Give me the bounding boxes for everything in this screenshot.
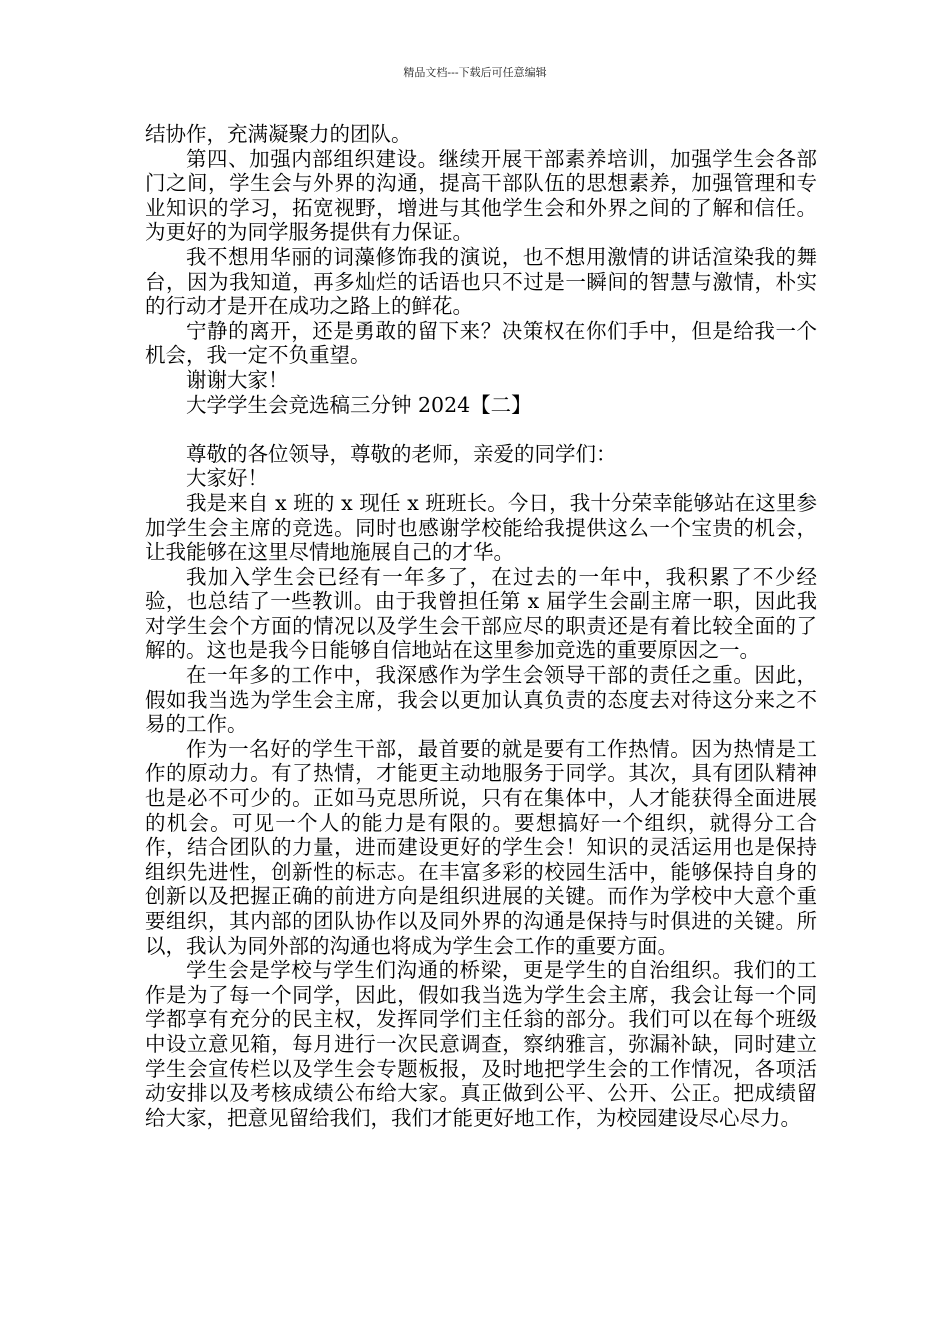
paragraph: 第四、加强内部组织建设。继续开展干部素养培训，加强学生会各部门之间，学生会与外界的沟通，提高干部队伍的思想素养，加强管理和专业知识的学习，拓宽视野，增进与其他学生会和外界之间的了解和信任。为更好的为同学服务提供有力保证。 — [145, 146, 817, 245]
paragraph: 我不想用华丽的词藻修饰我的演说，也不想用激情的讲话渲染我的舞台，因为我知道，再多灿烂的话语也只不过是一瞬间的智慧与激情，朴实的行动才是开在成功之路上的鲜花。 — [145, 244, 817, 319]
page-header: 精品文档---下载后可任意编辑 — [403, 66, 547, 79]
paragraph: 大学学生会竞选稿三分钟 2024【二】 — [186, 392, 532, 417]
paragraph: 谢谢大家！ — [186, 367, 289, 392]
paragraph: 尊敬的各位领导，尊敬的老师，亲爱的同学们： — [186, 441, 617, 466]
paragraph: 大家好！ — [186, 466, 268, 491]
paragraph: 作为一名好的学生干部，最首要的就是要有工作热情。因为热情是工作的原动力。有了热情，才能更主动地服务于同学。其次，具有团队精神也是必不可少的。正如马克思所说，只有在集体中，人才能获得全面进展的机会。可见一个人的能力是有限的。要想搞好一个组织，就得分工合作，结合团队的力量，进而建设更好的学生会！知识的灵活运用也是保持组织先进性，创新性的标志。在丰富多彩的校园生活中，能够保持自身的创新以及把握正确的前进方向是组织进展的关键。而作为学校中大意个重要组织，其内部的团队协作以及同外界的沟通是保持与时俱进的关键。所以，我认为同外部的沟通也将成为学生会工作的重要方面。 — [145, 736, 817, 958]
paragraph: 我加入学生会已经有一年多了，在过去的一年中，我积累了不少经验，也总结了一些教训。由于我曾担任第 x 届学生会副主席一职，因此我对学生会个方面的情况以及学生会干部应尽的职责还是有着比较全面的了解的。这也是我今日能够自信地站在这里参加竞选的重要原因之一。 — [145, 564, 817, 663]
paragraph: 宁静的离开，还是勇敢的留下来？决策权在你们手中，但是给我一个机会，我一定不负重望。 — [145, 318, 817, 368]
document-body — [145, 122, 817, 1130]
paragraph: 我是来自 x 班的 x 现任 x 班班长。今日，我十分荣幸能够站在这里参加学生会主席的竞选。同时也感谢学校能给我提供这么一个宝贵的机会，让我能够在这里尽情地施展自己的才华。 — [145, 490, 817, 565]
paragraph: 在一年多的工作中，我深感作为学生会领导干部的责任之重。因此，假如我当选为学生会主席，我会以更加认真负责的态度去对待这分来之不易的工作。 — [145, 663, 817, 737]
paragraph: 学生会是学校与学生们沟通的桥梁，更是学生的自治组织。我们的工作是为了每一个同学，因此，假如我当选为学生会主席，我会让每一个同学都享有充分的民主权，发挥同学们主任翁的部分。我们可以在每个班级中设立意见箱，每月进行一次民意调查，察纳雅言，弥漏补缺，同时建立学生会宣传栏以及学生会专题板报，及时地把学生会的工作情况，各项活动安排以及考核成绩公布给大家。真正做到公平、公开、公正。把成绩留给大家，把意见留给我们，我们才能更好地工作，为校园建设尽心尽力。 — [145, 958, 817, 1130]
paragraph: 结协作，充满凝聚力的团队。 — [145, 122, 412, 146]
blank-line — [145, 417, 817, 442]
